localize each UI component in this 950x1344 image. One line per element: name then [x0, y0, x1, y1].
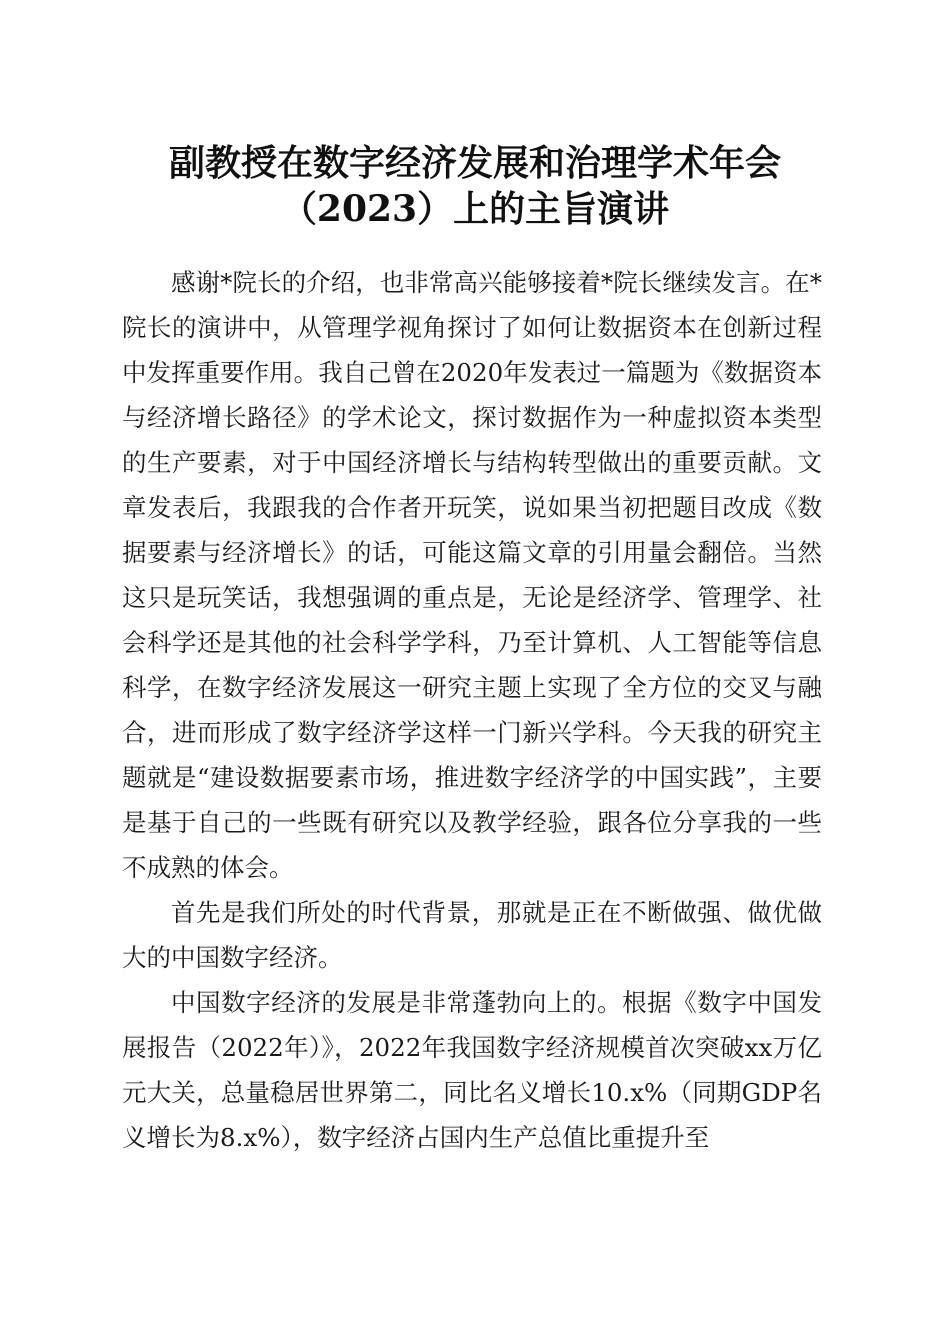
document-title-line-2: （2023）上的主旨演讲	[280, 188, 670, 230]
body-paragraph: 首先是我们所处的时代背景，那就是正在不断做强、做优做大的中国数字经济。	[122, 898, 822, 972]
document-title-line-1: 副教授在数字经济发展和治理学术年会	[168, 142, 781, 184]
document-body	[122, 260, 822, 1160]
body-paragraph: 感谢*院长的介绍，也非常高兴能够接着*院长继续发言。在*院长的演讲中，从管理学视角探讨了如何让数据资本在创新过程中发挥重要作用。我自己曾在2020年发表过一篇题为《数据资本与经济增长路径》的学术论文，探讨数据作为一种虚拟资本类型的生产要素，对于中国经济增长与结构转型做出的重要贡献。文章发表后，我跟我的合作者开玩笑，说如果当初把题目改成《数据要素与经济增长》的话，可能这篇文章的引用量会翻倍。当然这只是玩笑话，我想强调的重点是，无论是经济学、管理学、社会科学还是其他的社会科学学科，乃至计算机、人工智能等信息科学，在数字经济发展这一研究主题上实现了全方位的交叉与融合，进而形成了数字经济学这样一门新兴学科。今天我的研究主题就是“建设数据要素市场，推进数字经济学的中国实践”，主要是基于自己的一些既有研究以及教学经验，跟各位分享我的一些不成熟的体会。	[122, 268, 822, 882]
body-paragraph: 中国数字经济的发展是非常蓬勃向上的。根据《数字中国发展报告（2022年）》，2022年我国数字经济规模首次突破xx万亿元大关，总量稳居世界第二，同比名义增长10.x%（同期GDP名义增长为8.x%），数字经济占国内生产总值比重提升至	[122, 988, 822, 1152]
